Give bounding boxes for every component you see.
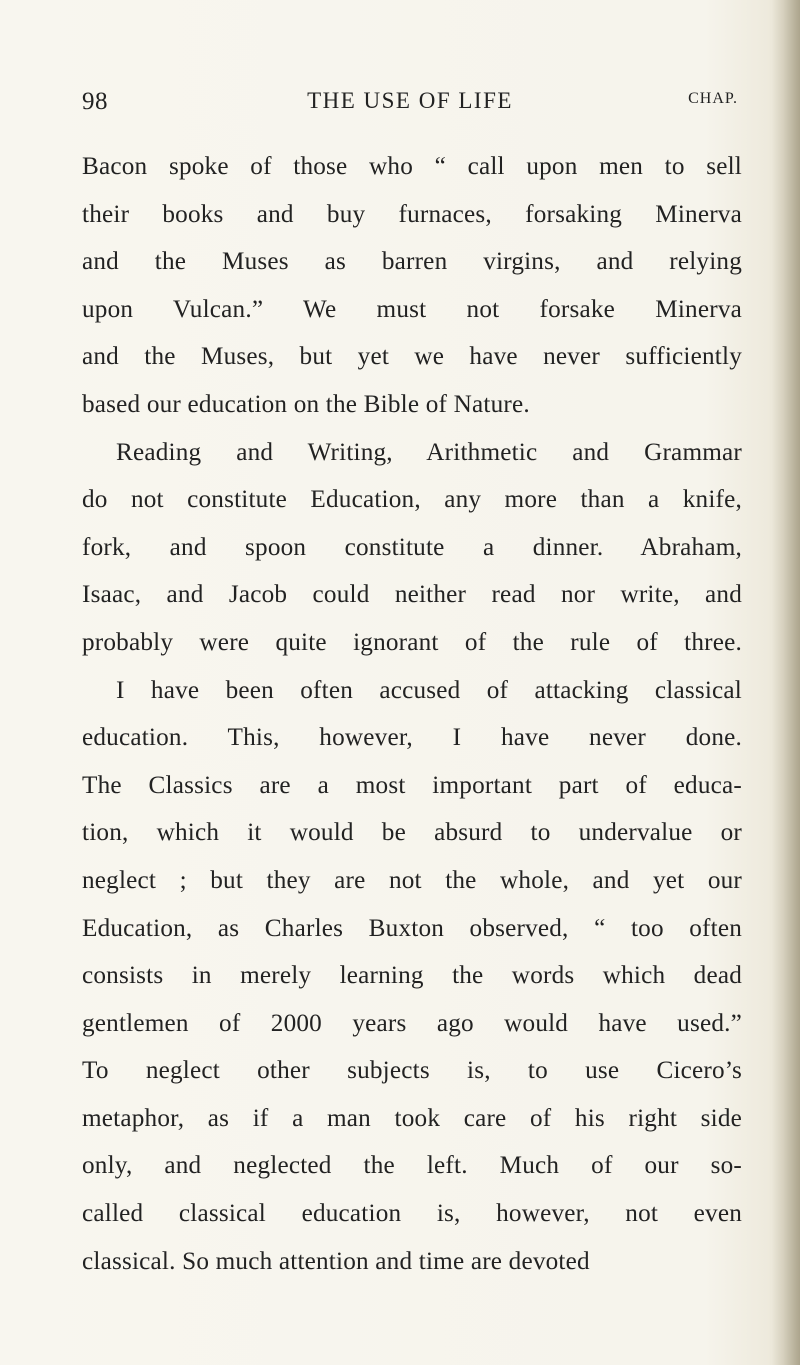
- text-line: classical. So much attention and time are devoted: [82, 1247, 590, 1275]
- body-text: [82, 146, 742, 1288]
- text-line: Reading and Writing, Arithmetic and Grammar: [116, 438, 742, 466]
- text-line: upon Vulcan.” We must not forsake Minerva: [82, 295, 742, 323]
- text-line: metaphor, as if a man took care of his right side: [82, 1104, 742, 1132]
- text-line: probably were quite ignorant of the rule of three.: [82, 628, 742, 656]
- chapter-label: CHAP.: [688, 90, 738, 107]
- text-line: gentlemen of 2000 years ago would have used.”: [82, 1009, 742, 1037]
- page-number: 98: [82, 88, 108, 115]
- text-line: tion, which it would be absurd to undervalue or: [82, 819, 742, 847]
- text-line: based our education on the Bible of Nature.: [82, 390, 530, 418]
- text-line: education. This, however, I have never done.: [82, 724, 742, 752]
- text-line: called classical education is, however, not even: [82, 1200, 742, 1228]
- text-line: Bacon spoke of those who “ call upon men to sell: [82, 153, 742, 180]
- text-line: neglect ; but they are not the whole, and yet our: [82, 866, 742, 894]
- text-line: only, and neglected the left. Much of our so-: [82, 1152, 742, 1180]
- text-line: their books and buy furnaces, forsaking Minerva: [82, 200, 742, 228]
- text-line: Isaac, and Jacob could neither read nor write, and: [82, 581, 742, 609]
- text-line: Education, as Charles Buxton observed, “ too often: [82, 914, 742, 942]
- text-line: consists in merely learning the words which dead: [82, 962, 742, 990]
- text-line: To neglect other subjects is, to use Cicero’s: [82, 1057, 742, 1085]
- text-line: I have been often accused of attacking classical: [116, 676, 742, 704]
- text-line: and the Muses, but yet we have never sufficiently: [82, 343, 742, 371]
- text-line: and the Muses as barren virgins, and relying: [82, 248, 742, 276]
- text-line: The Classics are a most important part of educa-: [82, 771, 742, 799]
- page-header: [82, 88, 738, 118]
- running-head-title: THE USE OF LIFE: [307, 88, 513, 113]
- text-line: fork, and spoon constitute a dinner. Abraham,: [82, 533, 742, 561]
- text-line: do not constitute Education, any more than a knife,: [82, 486, 742, 514]
- page-edge-shadow: [772, 0, 800, 1365]
